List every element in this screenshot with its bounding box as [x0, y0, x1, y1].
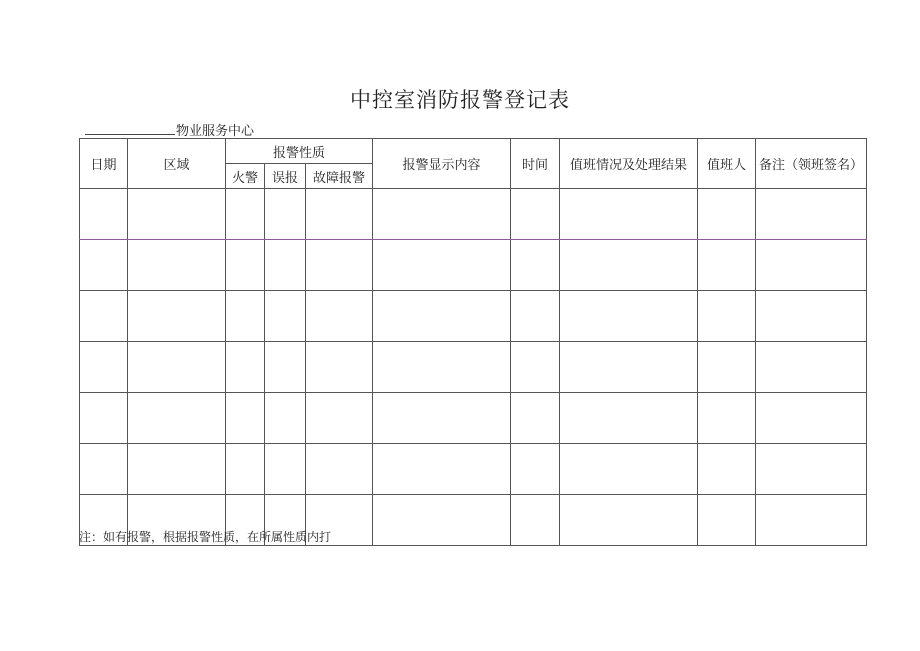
cell-fire-alarm[interactable] — [226, 291, 265, 342]
cell-fire-alarm[interactable] — [226, 444, 265, 495]
cell-duty-person[interactable] — [698, 189, 756, 240]
cell-duty-person[interactable] — [698, 393, 756, 444]
page-title: 中控室消防报警登记表 — [350, 88, 570, 112]
cell-time[interactable] — [511, 189, 560, 240]
cell-date[interactable] — [80, 240, 128, 291]
cell-area[interactable] — [128, 342, 226, 393]
table-row — [80, 240, 867, 291]
cell-remarks[interactable] — [756, 240, 867, 291]
header-duty-handling: 值班情况及处理结果 — [560, 139, 698, 189]
cell-false-alarm[interactable] — [265, 189, 306, 240]
cell-date[interactable] — [80, 393, 128, 444]
cell-time[interactable] — [511, 291, 560, 342]
cell-date[interactable] — [80, 342, 128, 393]
cell-area[interactable] — [128, 291, 226, 342]
header-false-alarm: 误报 — [265, 164, 306, 189]
cell-time[interactable] — [511, 444, 560, 495]
cell-duty-person[interactable] — [698, 495, 756, 546]
cell-alarm-display[interactable] — [373, 342, 511, 393]
org-suffix: 物业服务中心 — [176, 124, 255, 139]
cell-time[interactable] — [511, 495, 560, 546]
cell-area[interactable] — [128, 393, 226, 444]
header-area: 区域 — [128, 139, 226, 189]
cell-duty-person[interactable] — [698, 342, 756, 393]
cell-fault-alarm[interactable] — [306, 444, 373, 495]
cell-duty-handling[interactable] — [560, 444, 698, 495]
cell-duty-handling[interactable] — [560, 495, 698, 546]
register-body — [80, 189, 867, 546]
cell-false-alarm[interactable] — [265, 291, 306, 342]
cell-duty-handling[interactable] — [560, 342, 698, 393]
cell-duty-handling[interactable] — [560, 393, 698, 444]
cell-duty-person[interactable] — [698, 444, 756, 495]
cell-duty-handling[interactable] — [560, 291, 698, 342]
cell-time[interactable] — [511, 342, 560, 393]
cell-area[interactable] — [128, 444, 226, 495]
cell-duty-handling[interactable] — [560, 189, 698, 240]
cell-fault-alarm[interactable] — [306, 189, 373, 240]
cell-duty-person[interactable] — [698, 291, 756, 342]
header-time: 时间 — [511, 139, 560, 189]
header-alarm-display: 报警显示内容 — [373, 139, 511, 189]
header-fire-alarm: 火警 — [226, 164, 265, 189]
cell-false-alarm[interactable] — [265, 393, 306, 444]
cell-time[interactable] — [511, 240, 560, 291]
cell-fault-alarm[interactable] — [306, 342, 373, 393]
table-row — [80, 291, 867, 342]
cell-remarks[interactable] — [756, 189, 867, 240]
cell-alarm-display[interactable] — [373, 495, 511, 546]
cell-fault-alarm[interactable] — [306, 240, 373, 291]
footnote: 注：如有报警，根据报警性质，在所属性质内打 — [79, 530, 332, 544]
cell-fire-alarm[interactable] — [226, 189, 265, 240]
cell-fault-alarm[interactable] — [306, 393, 373, 444]
header-fault-alarm: 故障报警 — [306, 164, 373, 189]
cell-time[interactable] — [511, 393, 560, 444]
cell-duty-handling[interactable] — [560, 240, 698, 291]
header-duty-person: 值班人 — [698, 139, 756, 189]
cell-date[interactable] — [80, 444, 128, 495]
org-name-blank[interactable] — [85, 122, 175, 135]
cell-remarks[interactable] — [756, 291, 867, 342]
cell-fault-alarm[interactable] — [306, 291, 373, 342]
fire-alarm-register-table — [79, 138, 867, 546]
cell-alarm-display[interactable] — [373, 393, 511, 444]
table-row — [80, 342, 867, 393]
cell-area[interactable] — [128, 240, 226, 291]
table-row — [80, 393, 867, 444]
cell-date[interactable] — [80, 291, 128, 342]
cell-alarm-display[interactable] — [373, 291, 511, 342]
cell-fire-alarm[interactable] — [226, 240, 265, 291]
table-row — [80, 444, 867, 495]
org-line — [85, 120, 254, 139]
cell-date[interactable] — [80, 189, 128, 240]
cell-area[interactable] — [128, 189, 226, 240]
cell-alarm-display[interactable] — [373, 240, 511, 291]
cell-remarks[interactable] — [756, 444, 867, 495]
cell-fire-alarm[interactable] — [226, 342, 265, 393]
cell-duty-person[interactable] — [698, 240, 756, 291]
cell-alarm-display[interactable] — [373, 444, 511, 495]
cell-false-alarm[interactable] — [265, 240, 306, 291]
cell-fire-alarm[interactable] — [226, 393, 265, 444]
header-remarks: 备注（领班签名） — [756, 139, 867, 189]
cell-remarks[interactable] — [756, 393, 867, 444]
header-alarm-nature: 报警性质 — [226, 139, 373, 164]
cell-alarm-display[interactable] — [373, 189, 511, 240]
table-row — [80, 189, 867, 240]
cell-remarks[interactable] — [756, 495, 867, 546]
header-date: 日期 — [80, 139, 128, 189]
cell-false-alarm[interactable] — [265, 444, 306, 495]
cell-remarks[interactable] — [756, 342, 867, 393]
cell-false-alarm[interactable] — [265, 342, 306, 393]
